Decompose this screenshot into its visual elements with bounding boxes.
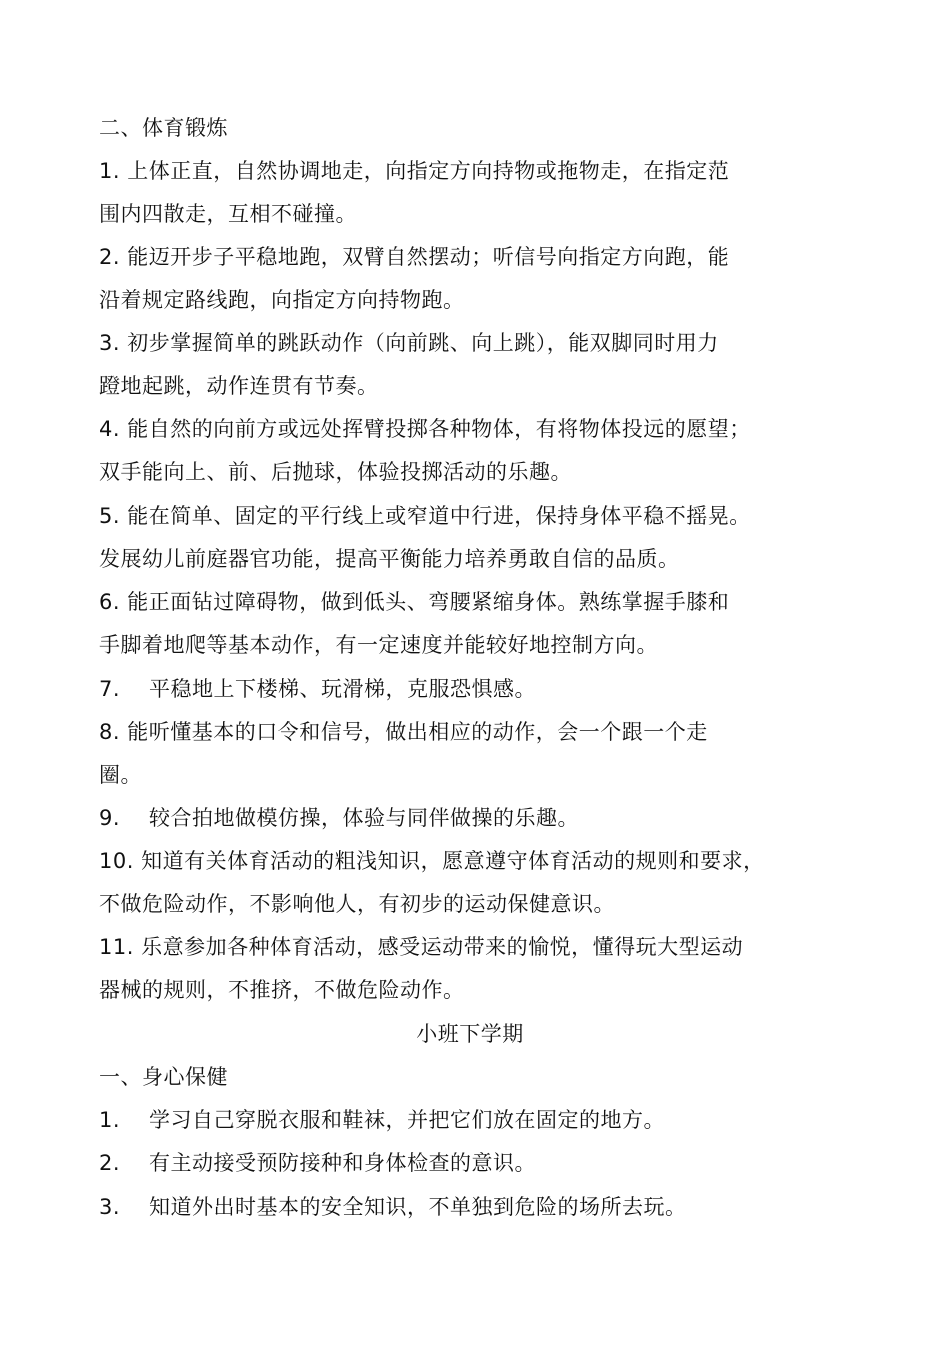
item-9 bbox=[99, 803, 579, 833]
section-2-item-2-text: 有主动接受预防接种和身体检查的意识。 bbox=[149, 1151, 536, 1175]
section-2-item-1-number: 1. bbox=[99, 1108, 121, 1132]
section-2-item-3-number: 3. bbox=[99, 1195, 121, 1219]
item-7-text: 平稳地上下楼梯、玩滑梯，克服恐惧感。 bbox=[149, 677, 536, 701]
item-8-line-1: 8. 能听懂基本的口令和信号，做出相应的动作，会一个跟一个走 bbox=[99, 720, 708, 744]
item-8-line-2: 圈。 bbox=[99, 763, 142, 787]
section-heading: 二、体育锻炼 bbox=[99, 116, 228, 140]
item-2-line-1: 2. 能迈开步子平稳地跑，双臂自然摆动；听信号向指定方向跑，能 bbox=[99, 245, 730, 269]
section-2-heading: 一、身心保健 bbox=[99, 1065, 228, 1089]
item-2-line-2: 沿着规定路线跑，向指定方向持物跑。 bbox=[99, 288, 465, 312]
item-6-line-1: 6. 能正面钻过障碍物，做到低头、弯腰紧缩身体。熟练掌握手膝和 bbox=[99, 590, 730, 614]
item-1-line-1: 1. 上体正直，自然协调地走，向指定方向持物或拖物走，在指定范 bbox=[99, 159, 730, 183]
item-11-line-1: 11. 乐意参加各种体育活动，感受运动带来的愉悦，懂得玩大型运动 bbox=[99, 935, 744, 959]
item-9-text: 较合拍地做模仿操，体验与同伴做操的乐趣。 bbox=[149, 806, 579, 830]
section-2-item-1 bbox=[99, 1105, 665, 1135]
item-6-line-2: 手脚着地爬等基本动作，有一定速度并能较好地控制方向。 bbox=[99, 633, 658, 657]
semester-title: 小班下学期 bbox=[416, 1022, 524, 1046]
item-9-number: 9. bbox=[99, 806, 121, 830]
item-11-line-2: 器械的规则，不推挤，不做危险动作。 bbox=[99, 978, 465, 1002]
section-2-item-1-text: 学习自己穿脱衣服和鞋袜，并把它们放在固定的地方。 bbox=[149, 1108, 665, 1132]
item-3-line-1: 3. 初步掌握简单的跳跃动作（向前跳、向上跳），能双脚同时用力 bbox=[99, 331, 719, 355]
item-4-line-1: 4. 能自然的向前方或远处挥臂投掷各种物体，有将物体投远的愿望； bbox=[99, 417, 751, 441]
section-2-item-2-number: 2. bbox=[99, 1151, 121, 1175]
item-3-line-2: 蹬地起跳，动作连贯有节奏。 bbox=[99, 374, 379, 398]
item-10-line-1: 10. 知道有关体育活动的粗浅知识，愿意遵守体育活动的规则和要求， bbox=[99, 849, 765, 873]
item-5-line-1: 5. 能在简单、固定的平行线上或窄道中行进，保持身体平稳不摇晃。 bbox=[99, 504, 751, 528]
section-2-item-3-text: 知道外出时基本的安全知识，不单独到危险的场所去玩。 bbox=[149, 1195, 687, 1219]
item-7 bbox=[99, 674, 536, 704]
section-2-item-3 bbox=[99, 1192, 687, 1222]
item-1-line-2: 围内四散走，互相不碰撞。 bbox=[99, 202, 357, 226]
item-4-line-2: 双手能向上、前、后抛球，体验投掷活动的乐趣。 bbox=[99, 460, 572, 484]
item-10-line-2: 不做危险动作，不影响他人，有初步的运动保健意识。 bbox=[99, 892, 615, 916]
section-2-item-2 bbox=[99, 1148, 536, 1178]
item-5-line-2: 发展幼儿前庭器官功能，提高平衡能力培养勇敢自信的品质。 bbox=[99, 547, 680, 571]
item-7-number: 7. bbox=[99, 677, 121, 701]
